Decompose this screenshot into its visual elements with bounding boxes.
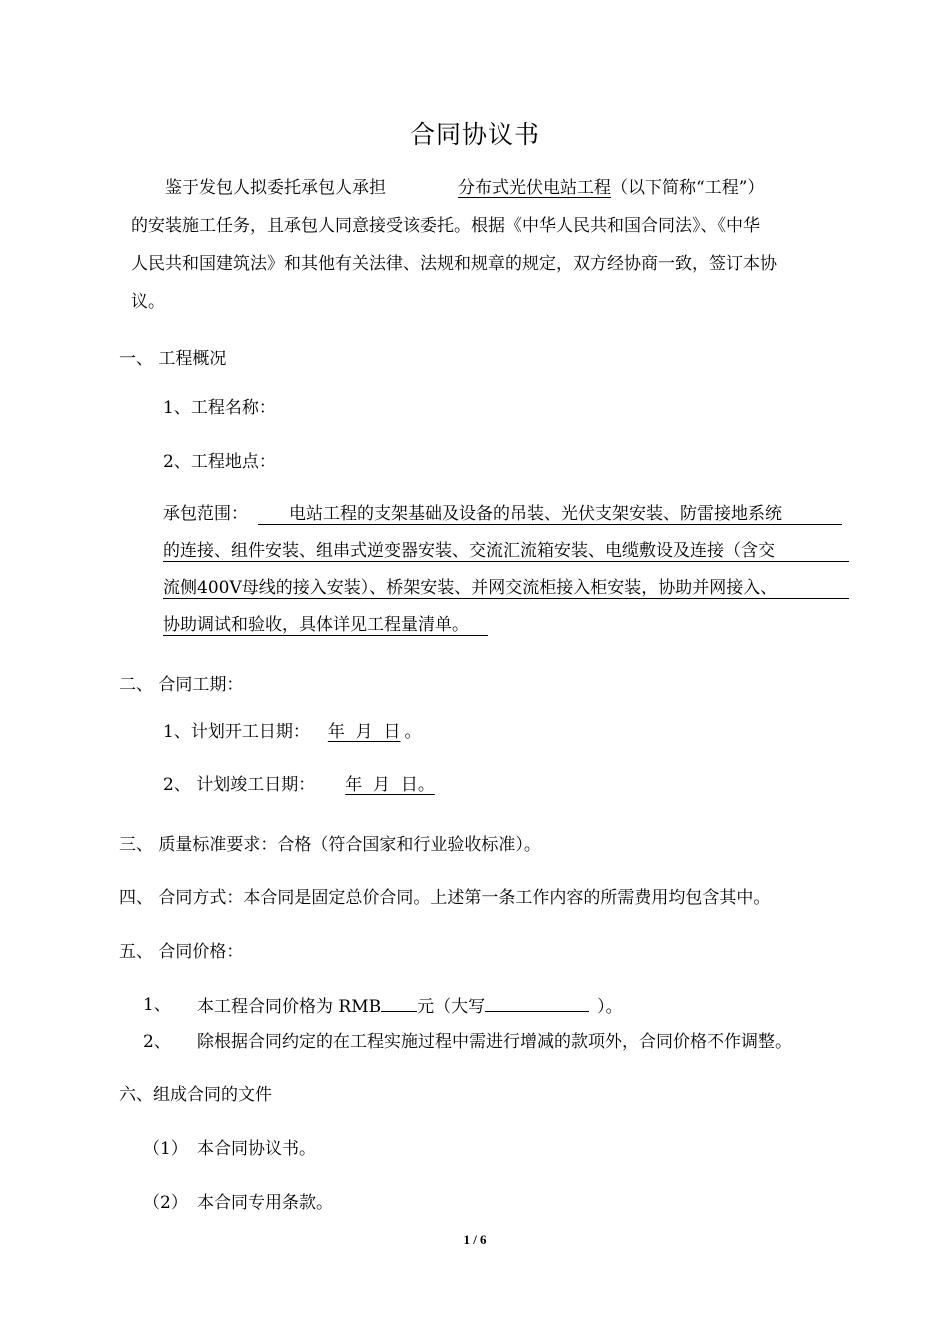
intro-prefix: 鉴于发包人拟委托承包人承担: [165, 178, 386, 198]
doc-item-2-num: （2）: [143, 1193, 188, 1213]
price-item-2: 除根据合同约定的在工程实施过程中需进行增减的款项外，合同价格不作调整。: [197, 1032, 792, 1052]
price-item-2-num: 2、: [143, 1032, 171, 1052]
intro-line-4: 议。: [131, 292, 165, 312]
project-location-label: 2、工程地点：: [163, 452, 276, 472]
doc-item-2: 本合同专用条款。: [197, 1193, 333, 1213]
section-3-quality: 三、 质量标准要求：合格（符合国家和行业验收标准）。: [119, 835, 541, 855]
scope-label: 承包范围：: [163, 504, 248, 524]
start-date-end: 。: [404, 722, 422, 742]
scope-line-2: 的连接、组件安装、组串式逆变器安装、交流汇流箱安装、电缆敷设及连接（含交: [163, 541, 775, 561]
scope-line-4: 协助调试和验收，具体详见工程量清单: [163, 615, 452, 635]
scope-line-3: 流侧400V母线的接入安装）、桥架安装、并网交流柜接入柜安装，协助并网接入、: [163, 578, 778, 598]
intro-line-3: 人民共和国建筑法》和其他有关法律、法规和规章的规定，双方经协商一致，签订本协: [131, 254, 777, 274]
end-date-value: 年 月 日。: [345, 775, 435, 795]
price-item-1-num: 1、: [143, 995, 171, 1015]
page-number: 1 / 6: [463, 1232, 487, 1247]
project-name-label: 1、工程名称：: [163, 398, 276, 418]
doc-item-1: 本合同协议书。: [197, 1139, 316, 1159]
scope-end: 。: [452, 615, 469, 635]
end-date-label: 2、 计划竣工日期：: [163, 775, 316, 795]
price-amount-blank: [381, 993, 417, 1012]
price-item-1: [197, 993, 623, 1019]
intro-line-2: 的安装施工任务，且承包人同意接受该委托。根据《中华人民共和国合同法》、《中华: [131, 216, 760, 236]
intro-suffix: （以下简称“工程”）: [611, 178, 765, 198]
scope-underline-2: [163, 561, 849, 562]
start-date-label: 1、计划开工日期：: [163, 722, 310, 742]
project-name: 分布式光伏电站工程: [458, 178, 611, 198]
section-1-heading: 一、 工程概况: [119, 349, 227, 369]
intro-line-1: [165, 176, 764, 200]
document-title: 合同协议书: [409, 120, 540, 149]
price-end: ）。: [597, 997, 623, 1017]
doc-item-1-num: （1）: [143, 1139, 188, 1159]
scope-underline-1: [258, 524, 842, 525]
scope-underline-4: [163, 635, 488, 636]
price-words-blank: [485, 993, 589, 1012]
start-date-value: 年 月 日: [327, 722, 401, 742]
end-date-row: [163, 773, 453, 797]
scope-line-1: 电站工程的支架基础及设备的吊装、光伏支架安装、防雷接地系统: [289, 504, 782, 524]
section-4-contract-type: 四、 合同方式：本合同是固定总价合同。上述第一条工作内容的所需费用均包含其中。: [119, 888, 771, 908]
scope-underline-3: [163, 598, 849, 599]
price-mid: 元（大写: [417, 997, 486, 1017]
section-6-heading: 六、组成合同的文件: [119, 1085, 272, 1105]
scope-line-4-wrap: [163, 613, 469, 637]
section-5-heading: 五、 合同价格：: [119, 942, 244, 962]
start-date-row: [163, 720, 421, 744]
price-prefix: 本工程合同价格为 RMB: [197, 997, 382, 1017]
section-2-heading: 二、 合同工期：: [119, 675, 244, 695]
